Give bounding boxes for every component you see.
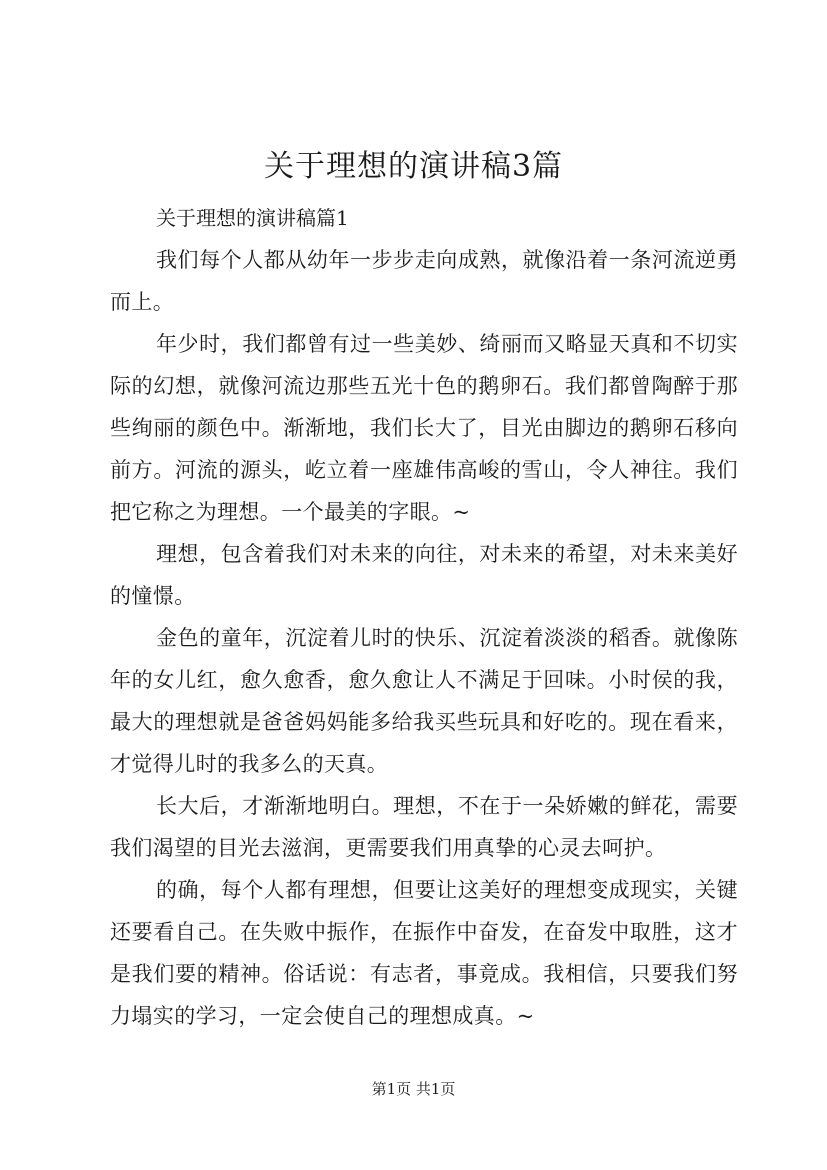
paragraph-4: 金色的童年，沉淀着儿时的快乐、沉淀着淡淡的稻香。就像陈年的女儿红，愈久愈香，愈久愈让人不满足于回味。小时侯的我，最大的理想就是爸爸妈妈能多给我买些玩具和好吃的。现在看来，才觉得儿时的我多么的天真。 — [110, 626, 738, 776]
section-subtitle: 关于理想的演讲稿篇1 — [156, 206, 349, 230]
paragraph-1: 我们每个人都从幼年一步步走向成熟，就像沿着一条河流逆勇而上。 — [110, 248, 738, 314]
paragraph-3: 理想，包含着我们对未来的向往，对未来的希望，对未来美好的憧憬。 — [110, 542, 738, 608]
paragraph-6: 的确，每个人都有理想，但要让这美好的理想变成现实，关键还要看自己。在失败中振作，在振作中奋发，在奋发中取胜，这才是我们要的精神。俗话说：有志者，事竟成。我相信，只要我们努力塌实的学习，一定会使自己的理想成真。~ — [110, 878, 738, 1028]
document-title: 关于理想的演讲稿3篇 — [263, 149, 564, 184]
paragraph-5: 长大后，才渐渐地明白。理想，不在于一朵娇嫩的鲜花，需要我们渴望的目光去滋润，更需要我们用真挚的心灵去呵护。 — [110, 794, 738, 860]
document-body — [110, 197, 738, 1037]
page-footer: 第1页 共1页 — [371, 1080, 456, 1098]
paragraph-2: 年少时，我们都曾有过一些美妙、绮丽而又略显天真和不切实际的幻想，就像河流边那些五光十色的鹅卵石。我们都曾陶醉于那些绚丽的颜色中。渐渐地，我们长大了，目光由脚边的鹅卵石移向前方。河流的源头，屹立着一座雄伟高峻的雪山，令人神往。我们把它称之为理想。一个最美的字眼。~ — [110, 332, 738, 524]
